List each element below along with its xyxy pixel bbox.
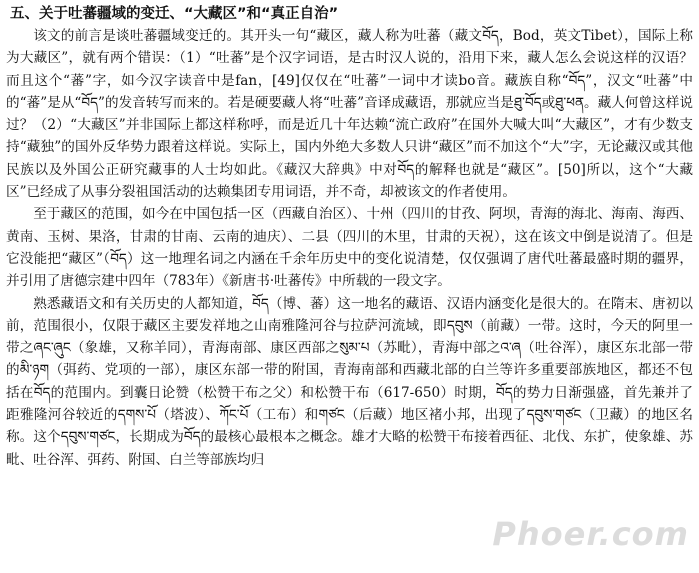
section-heading: 五、关于吐蕃疆域的变迁、“大藏区”和“真正自治”	[10, 6, 339, 22]
site-watermark: Phoer.com	[492, 515, 689, 553]
paragraph-historical-change: 熟悉藏语文和有关历史的人都知道，བོད（博、蕃）这一地名的藏语、汉语内涵变化是很大的。在隋末、唐初以前，范围很小，仅限于藏区主要发祥地之山南雅隆河谷与拉萨河流域，即དབུས（前藏）一带。这时，今天的阿里一带之ཞང་ཞུང（象雄，又称羊同），青海南部、康区西部之སུམ་པ（苏毗），青海中部之འ་ཞ（吐谷浑），康区东北部一带的མི་ཉག（弭药、党项的一部），康区东部一带的附国，青海南部和西藏北部的白兰等许多重要部族地区，都还不包括在བོད的范围内。到囊日论赞（松赞干布之父）和松赞干布（617-650）时期，བོད的势力日渐强盛，首先兼并了距雅隆河谷较近的དགས་པོ（塔波）、ཀོང་པོ（工布）和གཙང（后藏）地区褚小邦，出现了དབུས་གཙང（卫藏）的地区名称。这个དབུས་གཙང，长期成为བོད的最核心最根本之概念。雄才大略的松赞干布接着西征、北伐、东扩，使象雄、苏毗、吐谷浑、弭药、附国、白兰等部族均归	[6, 295, 693, 468]
paragraph-preface: 该文的前言是谈吐蕃疆域变迁的。其开头一句“藏区，藏人称为吐蕃（藏文བོད，Bod，英文Tibet），国际上称为大藏区”，就有两个错误：（1）“吐蕃”是个汉字词语，是古时汉人说的，沿用下来，藏人怎么会说这样的汉语？而且这个“蕃”字，如今汉字读音中是fan，[49]仅仅在“吐蕃”一词中才读bo音。藏族自称“བོད”，汉文“吐蕃”中的“蕃”是从“བོད”的发音转写而来的。若是硬要藏人将“吐蕃”音译成藏语，那就应当是ཐུ་བོད或ཐུ་ཕན。藏人何曾这样说过？（2）“大藏区”并非国际上都这样称呼，而是近几十年达赖“流亡政府”在国外大喊大叫“大藏区”，才有少数支持“藏独”的国外反华势力跟着这样说。实际上，国内外绝大多数人只讲“藏区”而不加这个“大”字，无论藏汉或其他民族以及外国公正研究藏事的人士均如此。《藏汉大辞典》中对བོད的解释也就是“藏区”。[50]所以，这个“大藏区”已经成了从事分裂祖国活动的达赖集团专用词语，并不奇，却被该文的作者使用。	[6, 28, 693, 201]
paragraph-territory-scope: 至于藏区的范围，如今在中国包括一区（西藏自治区）、十州（四川的甘孜、阿坝，青海的海北、海南、海西、黄南、玉树、果洛，甘肃的甘南、云南的迪庆）、二县（四川的木里，甘肃的天祝），这在该文中倒是说清了。但是它没能把“藏区”（བོད）这一地理名词之内涵在千余年历史中的变化说清楚，仅仅强调了唐代吐蕃最盛时期的疆界，并引用了唐德宗建中四年（783年）《新唐书·吐蕃传》中所载的一段文字。	[6, 206, 693, 290]
